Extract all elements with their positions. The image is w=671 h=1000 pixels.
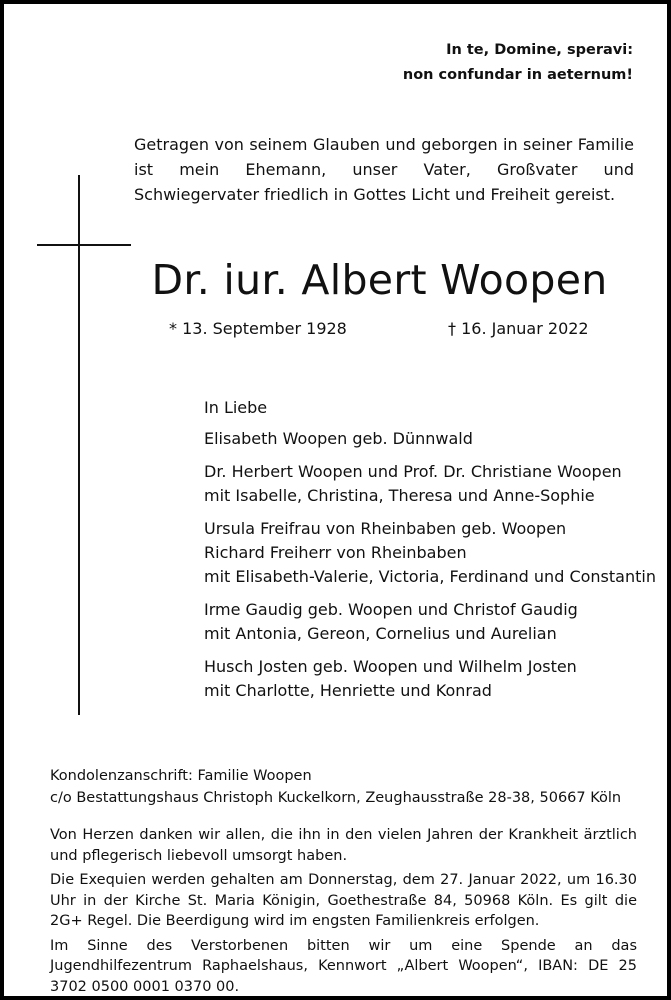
family-line: mit Isabelle, Christina, Theresa und Anne-Sophie: [204, 486, 595, 505]
family-group: [204, 460, 656, 508]
family-line: mit Charlotte, Henriette und Konrad: [204, 681, 492, 700]
deceased-name: Dr. iur. Albert Woopen: [151, 256, 608, 304]
motto-line-1: In te, Domine, speravi:: [446, 42, 633, 58]
birth-date: * 13. September 1928: [169, 319, 347, 338]
motto-line-2: non confundar in aeternum!: [402, 67, 633, 83]
notes: [50, 825, 637, 1000]
family-line: mit Antonia, Gereon, Cornelius und Aurelian: [204, 624, 557, 643]
cross-horizontal-bar: [37, 244, 131, 246]
family-group: [204, 427, 656, 451]
death-date: † 16. Januar 2022: [448, 319, 589, 338]
family-line: mit Elisabeth-Valerie, Victoria, Ferdinand und Constantin: [204, 567, 656, 586]
family-group: [204, 517, 656, 589]
family-group: [204, 655, 656, 703]
family-line: Irme Gaudig geb. Woopen und Christof Gaudig: [204, 600, 578, 619]
condolence-line-1: Kondolenzanschrift: Familie Woopen: [50, 768, 312, 784]
family-line: Ursula Freifrau von Rheinbaben geb. Woopen: [204, 519, 567, 538]
intro-text: Getragen von seinem Glauben und geborgen in seiner Familie ist mein Ehemann, unser Vater, Großvater und Schwiegervater friedlich in Gottes Licht und Freiheit gereist.: [134, 135, 634, 204]
family-group: [204, 598, 656, 646]
family-line: Richard Freiherr von Rheinbaben: [204, 543, 467, 562]
thanks-text: Von Herzen danken wir allen, die ihn in den vielen Jahren der Krankheit ärztlich und pflegerisch liebevoll umsorgt haben.: [50, 827, 637, 864]
condolence-line-2: c/o Bestattungshaus Christoph Kuckelkorn, Zeughausstraße 28-38, 50667 Köln: [50, 790, 622, 806]
family-line: Elisabeth Woopen geb. Dünnwald: [204, 429, 473, 448]
condolence-address: [50, 765, 621, 809]
family-line: Husch Josten geb. Woopen und Wilhelm Josten: [204, 657, 577, 676]
family-line: Dr. Herbert Woopen und Prof. Dr. Christiane Woopen: [204, 462, 622, 481]
family-intro: In Liebe: [204, 398, 268, 417]
family-list: [204, 396, 656, 712]
exequies-text: Die Exequien werden gehalten am Donnerstag, dem 27. Januar 2022, um 16.30 Uhr in der Kirche St. Maria Königin, Goethestraße 84, 50968 Köln. Es gilt die 2G+ Regel. Die Beerdigung wird im engsten Familienkreis erfolgen.: [50, 872, 637, 929]
latin-motto: [403, 38, 633, 88]
donation-text: Im Sinne des Verstorbenen bitten wir um eine Spende an das Jugendhilfezentrum Raphaelshaus, Kennwort „Albert Woopen“, IBAN: DE 25 3702 0500 0001 0370 00.: [50, 937, 637, 995]
